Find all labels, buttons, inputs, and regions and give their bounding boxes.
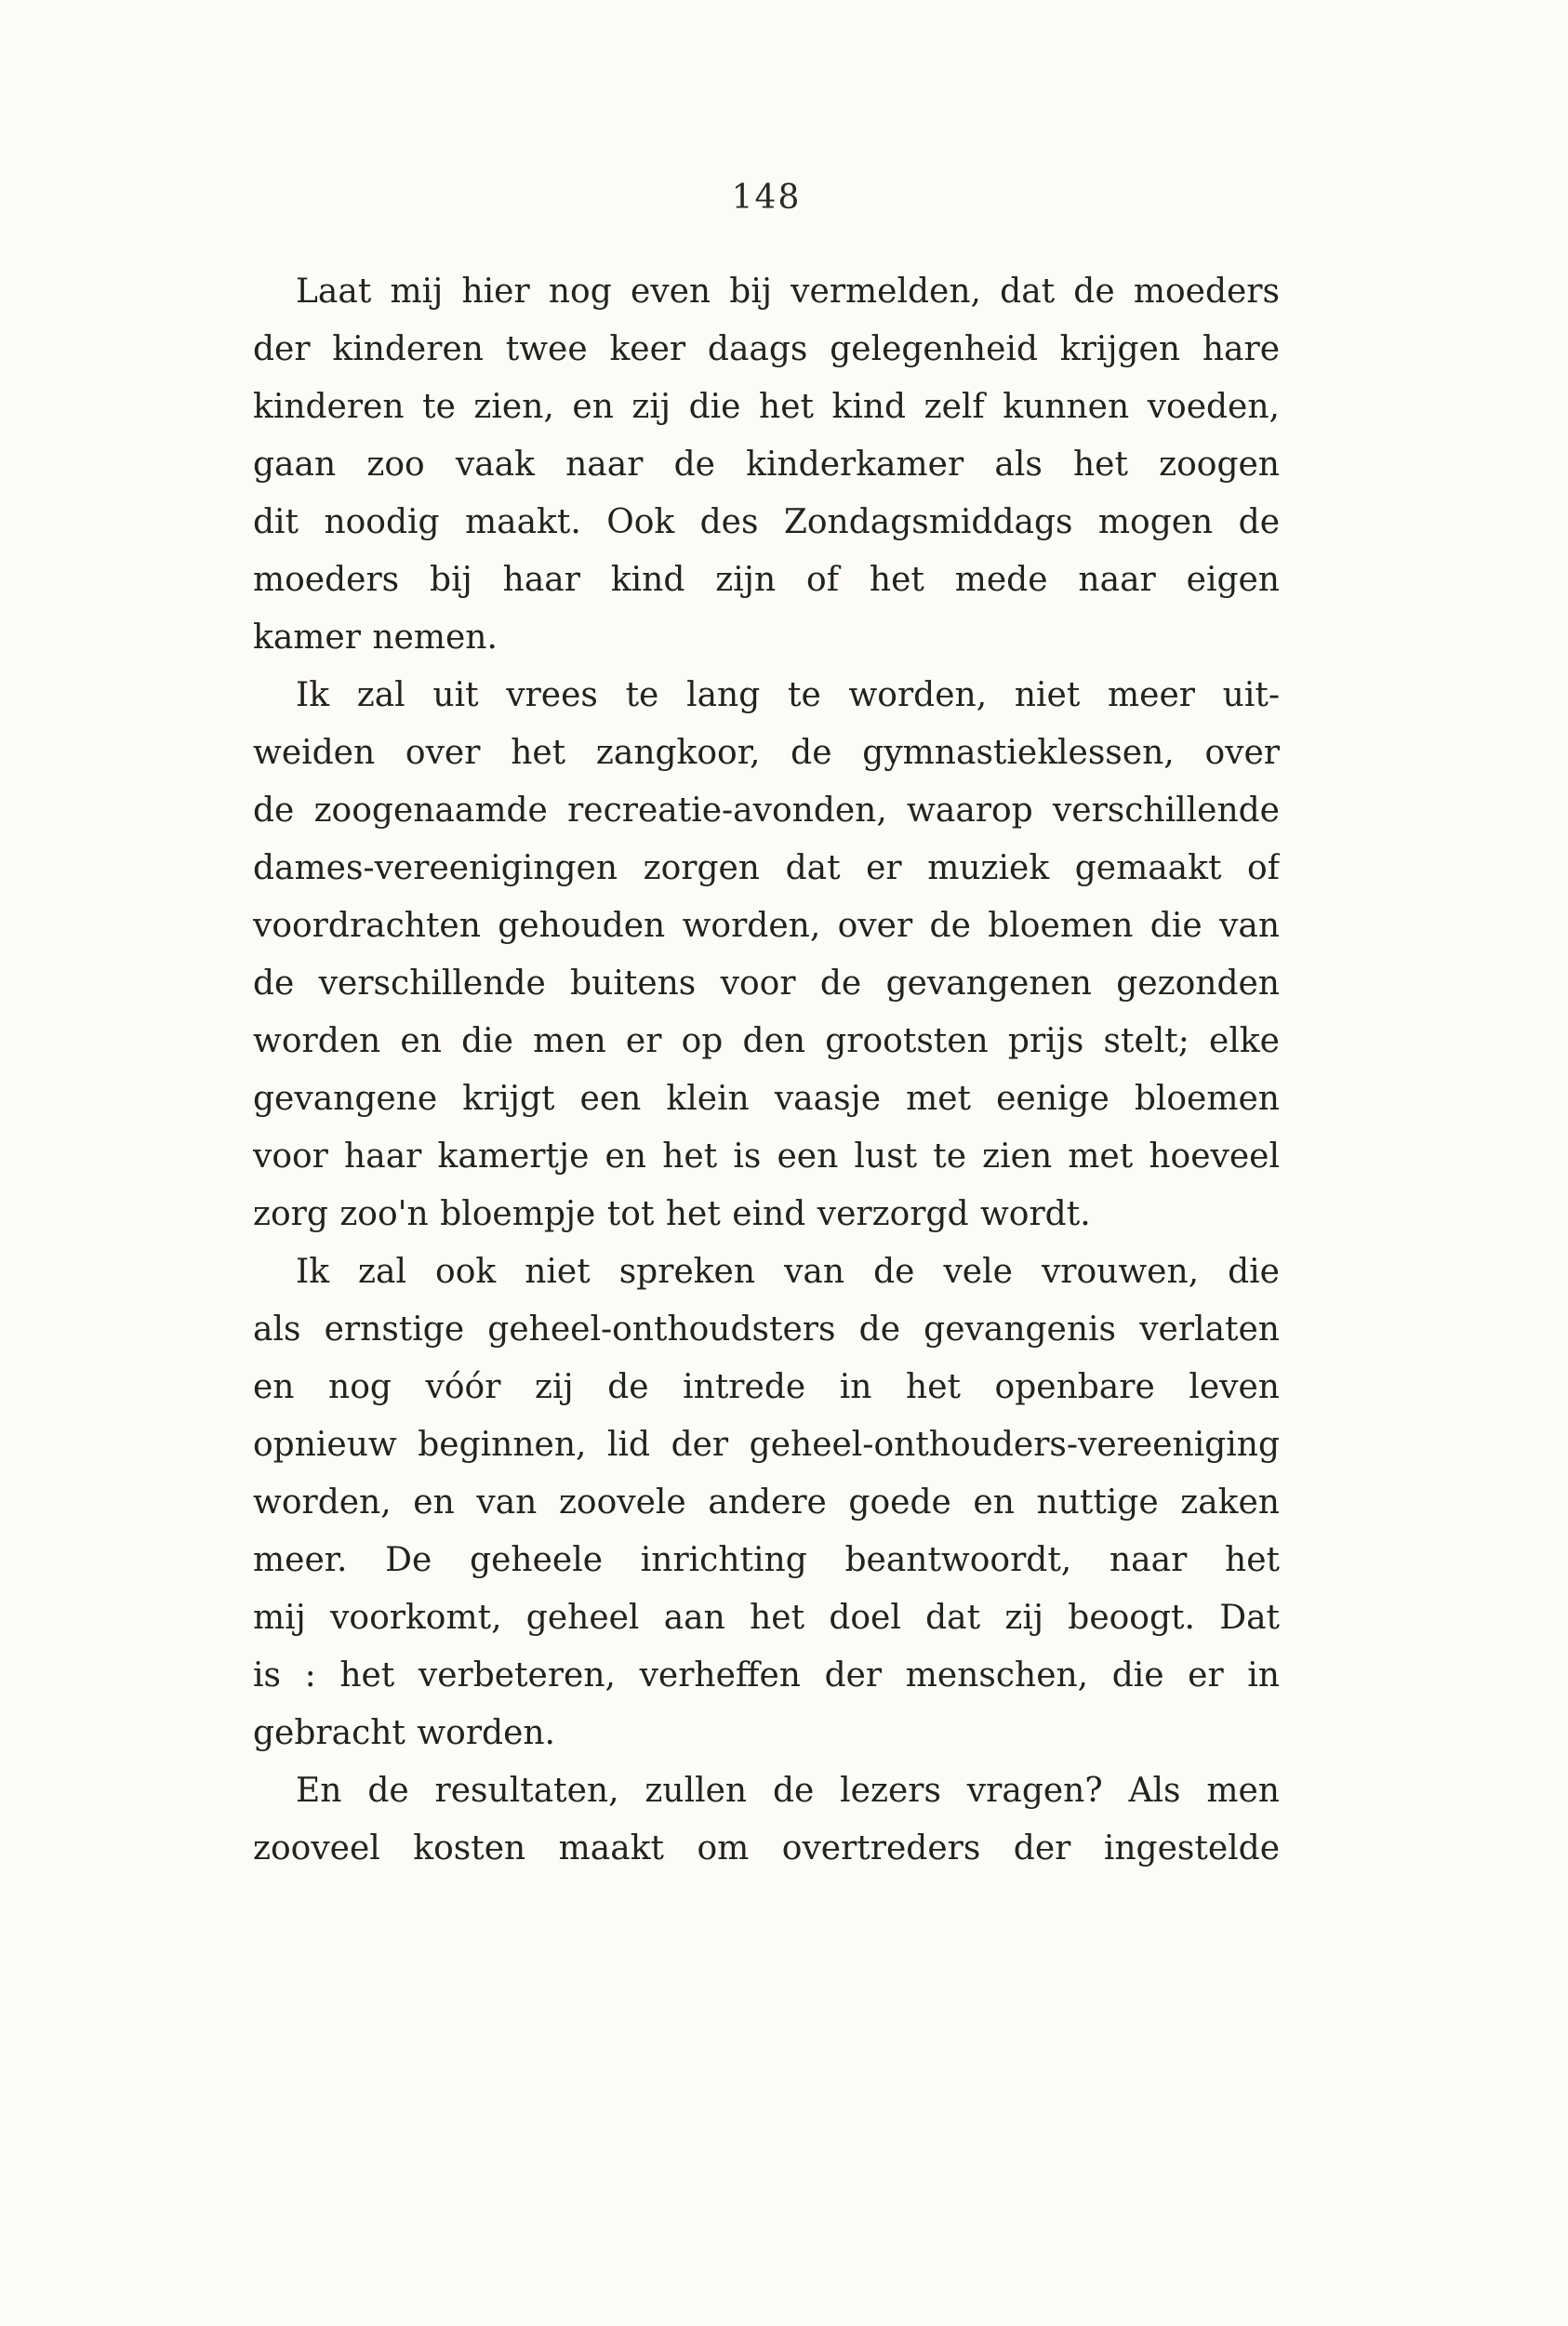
text-line: mij voorkomt, geheel aan het doel dat zij beoogt. Dat — [253, 1599, 1280, 1637]
text-line: zorg zoo'n bloempje tot het eind verzorgd wordt. — [253, 1195, 1091, 1233]
text-line: kamer nemen. — [253, 618, 498, 657]
text-line: opnieuw beginnen, lid der geheel-onthouders-vereeniging — [253, 1426, 1280, 1464]
text-line: zooveel kosten maakt om overtreders der ingestelde — [253, 1829, 1280, 1867]
text-line: voor haar kamertje en het is een lust te zien met hoeveel — [253, 1137, 1280, 1176]
text-line: gaan zoo vaak naar de kinderkamer als het zoogen — [253, 445, 1280, 484]
text-line: worden, en van zoovele andere goede en nuttige zaken — [253, 1483, 1280, 1522]
text-line: kinderen te zien, en zij die het kind zelf kunnen voeden, — [253, 388, 1280, 426]
page-body — [253, 263, 1280, 1878]
text-line: gebracht worden. — [253, 1714, 555, 1752]
text-line: der kinderen twee keer daags gelegenheid krijgen hare — [253, 330, 1280, 368]
text-line: en nog vóór zij de intrede in het openbare leven — [253, 1368, 1280, 1406]
page-number: 148 — [731, 179, 802, 217]
paragraph — [253, 667, 1280, 1243]
text-line: dames-vereenigingen zorgen dat er muziek gemaakt of — [253, 849, 1280, 887]
text-line: als ernstige geheel-onthoudsters de gevangenis verlaten — [253, 1310, 1280, 1349]
text-line: moeders bij haar kind zijn of het mede naar eigen — [253, 561, 1280, 599]
paragraph — [253, 263, 1280, 667]
paragraph — [253, 1762, 1280, 1878]
text-line: de verschillende buitens voor de gevangenen gezonden — [253, 964, 1280, 1003]
paragraph — [253, 1243, 1280, 1762]
text-line: En de resultaten, zullen de lezers vragen? Als men — [296, 1772, 1280, 1810]
text-line: weiden over het zangkoor, de gymnastieklessen, over — [253, 734, 1280, 772]
text-line: Ik zal ook niet spreken van de vele vrouwen, die — [296, 1253, 1280, 1291]
text-line: dit noodig maakt. Ook des Zondagsmiddags mogen de — [253, 503, 1280, 541]
text-line: meer. De geheele inrichting beantwoordt, naar het — [253, 1541, 1280, 1579]
text-line: worden en die men er op den grootsten prijs stelt; elke — [253, 1022, 1280, 1060]
text-line: de zoogenaamde recreatie-avonden, waarop verschillende — [253, 791, 1280, 830]
text-line: gevangene krijgt een klein vaasje met eenige bloemen — [253, 1080, 1280, 1118]
text-line: Ik zal uit vrees te lang te worden, niet meer uit- — [296, 676, 1280, 714]
text-line: Laat mij hier nog even bij vermelden, dat de moeders — [296, 272, 1280, 311]
text-line: voordrachten gehouden worden, over de bloemen die van — [253, 907, 1280, 945]
text-line: is : het verbeteren, verheffen der menschen, die er in — [253, 1656, 1280, 1695]
